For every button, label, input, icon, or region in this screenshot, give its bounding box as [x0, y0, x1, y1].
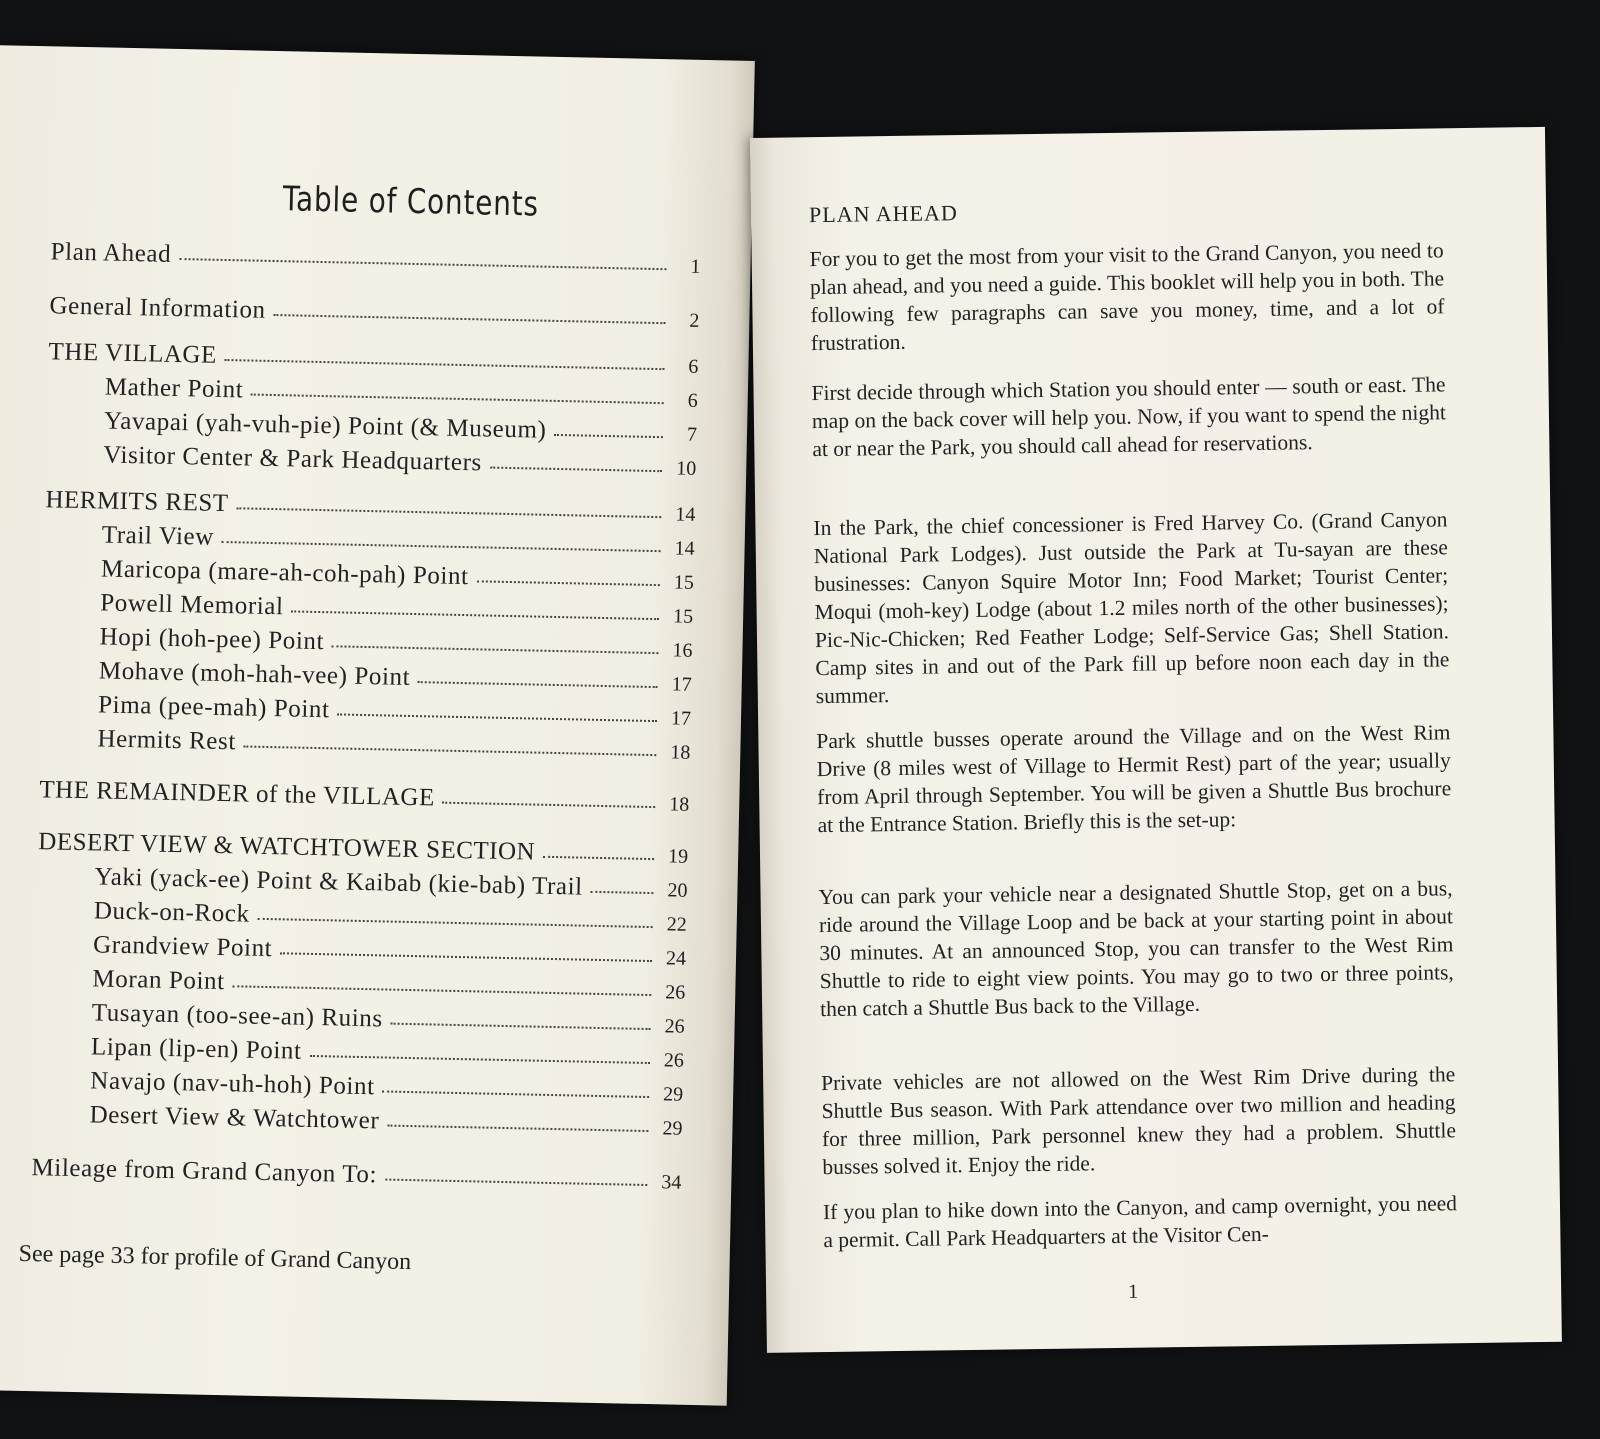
- paragraph-1: For you to get the most from your visit to the Grand Canyon, you need to plan ahead, and you need a guide. This booklet will help you in both. The following few paragraphs can save you money, time, and a lot of frustration.: [809, 238, 1445, 356]
- dot-leader: [332, 645, 659, 654]
- toc-entry-visitor-center: Visitor Center & Park Headquarters 10: [103, 441, 697, 480]
- toc-entry-remainder-of-village: THE REMAINDER of the VILLAGE 18: [39, 776, 690, 816]
- paragraph-7: If you plan to hike down into the Canyon, and camp overnight, you need a permit. Call Park Headquarters at the Visitor Cen-: [822, 1191, 1458, 1253]
- left-page: [0, 45, 755, 1406]
- dot-leader: [391, 1023, 651, 1030]
- toc-entry-yaki-point: Yaki (yack-ee) Point & Kaibab (kie-bab) Trail 20: [94, 863, 688, 902]
- dot-leader: [477, 580, 660, 586]
- dot-leader: [554, 434, 663, 438]
- dot-leader: [309, 1055, 649, 1064]
- toc-entry-plan-ahead: Plan Ahead 1: [50, 238, 701, 278]
- dot-leader: [274, 314, 666, 324]
- toc-entry-yavapai-point: Yavapai (yah-vuh-pie) Point (& Museum) 7: [103, 407, 698, 446]
- dot-leader: [387, 1125, 648, 1132]
- dot-leader: [291, 610, 659, 620]
- paragraph-5: You can park your vehicle near a designated Shuttle Stop, get on a bus, ride around the Village Loop and be back at your starting point in about 30 minutes. At an announced Stop, you can transfer to the West Rim Shuttle to ride to eight view points. You may go to two or three points, then catch a Shuttle Bus back to the Village.: [818, 876, 1454, 1022]
- right-page: [750, 127, 1562, 1353]
- toc-entry-tusayan-ruins: Tusayan (too-see-an) Ruins 26: [91, 999, 685, 1038]
- dot-leader: [385, 1179, 647, 1186]
- toc-entry-maricopa-point: Maricopa (mare-ah-coh-pah) Point 15: [100, 555, 695, 594]
- dot-leader: [383, 1090, 650, 1098]
- toc-entry-desert-view-section: DESERT VIEW & WATCHTOWER SECTION 19: [38, 828, 689, 868]
- toc-entry-general-information: General Information 2: [49, 292, 700, 332]
- dot-leader: [225, 359, 665, 370]
- dot-leader: [443, 802, 656, 808]
- dot-leader: [222, 541, 661, 552]
- dot-leader: [179, 258, 666, 270]
- dot-leader: [543, 856, 654, 860]
- dot-leader: [244, 745, 656, 756]
- dot-leader: [233, 985, 652, 996]
- toc-entry-desert-view-watchtower: Desert View & Watchtower 29: [89, 1101, 683, 1140]
- section-heading: PLAN AHEAD: [808, 200, 958, 228]
- toc-entry-hopi-point: Hopi (hoh-pee) Point 16: [99, 623, 693, 662]
- paragraph-2: First decide through which Station you should enter — south or east. The map on the back cover will help you. Now, if you want to spend the night at or near the Park, you should call ahead for reservations.: [811, 372, 1447, 462]
- dot-leader: [258, 918, 653, 928]
- toc-entry-moran-point: Moran Point 26: [92, 965, 686, 1004]
- toc-entry-hermits-rest: Hermits Rest 18: [97, 725, 691, 764]
- toc-entry-the-village: THE VILLAGE 6: [48, 338, 699, 378]
- dot-leader: [490, 467, 662, 473]
- toc-title: Table of Contents: [282, 179, 540, 225]
- toc-entry-hermits-rest-section: HERMITS REST 14: [45, 486, 696, 526]
- toc-entry-pima-point: Pima (pee-mah) Point 17: [97, 691, 692, 730]
- toc-entry-grandview-point: Grandview Point 24: [92, 931, 687, 970]
- dot-leader: [591, 891, 654, 894]
- toc-entry-mileage: Mileage from Grand Canyon To: 34: [31, 1154, 682, 1194]
- toc-entry-mohave-point: Mohave (moh-hah-vee) Point 17: [98, 657, 692, 696]
- toc-entry-duck-on-rock: Duck-on-Rock 22: [93, 897, 687, 936]
- toc-entry-lipan-point: Lipan (lip-en) Point 26: [90, 1033, 685, 1072]
- paragraph-3: In the Park, the chief concessioner is Fred Harvey Co. (Grand Canyon National Park Lodges). Just outside the Park at Tu-sayan are these businesses: Canyon Squire Motor Inn; Food Market; Tourist Center; Moqui (moh-key) Lodge (about 1.2 miles north of the other businesses); Pic-Nic-Chicken; Red Feather Lodge; Self-Service Gas; Shell Station. Camp sites in and out of the Park fill up before noon each day in the summer.: [813, 507, 1450, 709]
- dot-leader: [418, 681, 658, 688]
- dot-leader: [236, 507, 661, 518]
- paragraph-4: Park shuttle busses operate around the Village and on the West Rim Drive (8 miles west of Village to Hermit Rest) part of the year; usually from April through September. You will be given a Shuttle Bus brochure at the Entrance Station. Briefly this is the set-up:: [816, 720, 1452, 838]
- toc-entry-powell-memorial: Powell Memorial 15: [100, 589, 694, 628]
- profile-note: See page 33 for profile of Grand Canyon: [18, 1240, 412, 1276]
- toc-entry-navajo-point: Navajo (nav-uh-hoh) Point 29: [90, 1067, 684, 1106]
- paragraph-6: Private vehicles are not allowed on the West Rim Drive during the Shuttle Bus season. With Park attendance over two million and heading for three million, Park personnel knew they had a problem. Shuttle busses solved it. Enjoy the ride.: [821, 1062, 1457, 1180]
- page-number: 1: [1127, 1280, 1139, 1303]
- dot-leader: [280, 952, 652, 962]
- dot-leader: [251, 394, 663, 405]
- toc-entry-trail-view: Trail View 14: [101, 521, 695, 560]
- toc-entry-mather-point: Mather Point 6: [104, 373, 698, 412]
- dot-leader: [337, 713, 657, 722]
